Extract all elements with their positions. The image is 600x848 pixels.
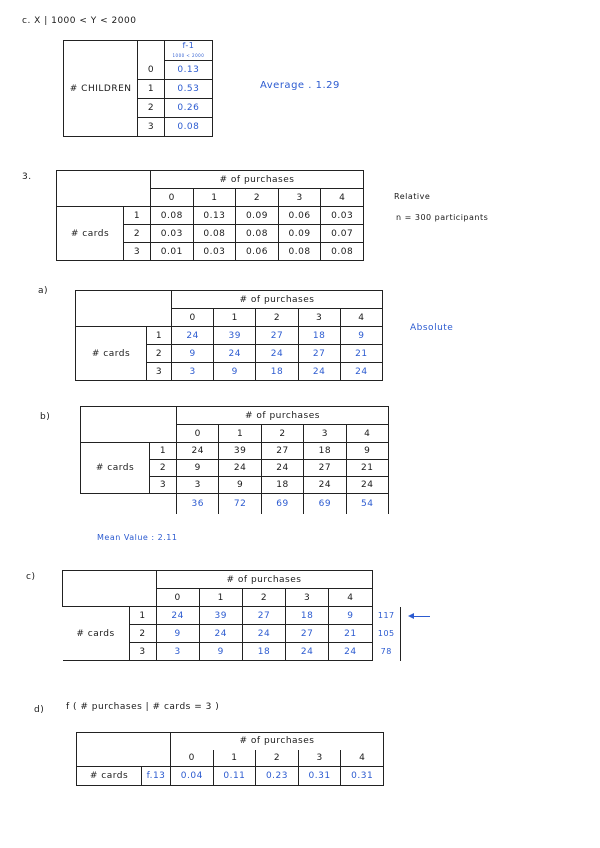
- relative-v: 0.07: [321, 225, 364, 243]
- relative-v: 0.09: [278, 225, 321, 243]
- average-note: Average . 1.29: [260, 80, 340, 91]
- b-v: 3: [177, 477, 219, 494]
- relative-v: 0.08: [321, 243, 364, 261]
- absolute-k: 2: [147, 345, 172, 363]
- children-row-label: # CHILDREN: [64, 41, 138, 137]
- c-col: 2: [242, 589, 285, 607]
- b-k: 2: [150, 460, 177, 477]
- relative-col: 0: [151, 189, 194, 207]
- c-v: 24: [199, 625, 242, 643]
- children-table: [63, 40, 213, 137]
- b-v: 39: [219, 443, 261, 460]
- c-k: 1: [129, 607, 156, 625]
- b-k: 1: [150, 443, 177, 460]
- b-table: [80, 406, 389, 514]
- section-c-heading: c. X | 1000 < Y < 2000: [22, 16, 137, 26]
- b-sum-spacer: [81, 494, 177, 514]
- absolute-v: 9: [340, 327, 382, 345]
- c-v: 24: [329, 643, 372, 661]
- participants-note: n = 300 participants: [396, 213, 489, 222]
- c-v: 18: [286, 607, 329, 625]
- b-sum: 72: [219, 494, 261, 514]
- b-sum: 36: [177, 494, 219, 514]
- children-v: 0.08: [164, 118, 212, 137]
- absolute-v: 21: [340, 345, 382, 363]
- relative-v: 0.06: [236, 243, 279, 261]
- relative-v: 0.03: [151, 225, 194, 243]
- absolute-v: 27: [298, 345, 340, 363]
- d-v: 0.11: [213, 767, 256, 786]
- children-v: 0.13: [164, 61, 212, 80]
- c-v: 27: [242, 607, 285, 625]
- c-corner: [63, 571, 157, 607]
- c-sum-spacer: [372, 571, 401, 607]
- c-col: 3: [286, 589, 329, 607]
- absolute-v: 24: [298, 363, 340, 381]
- b-v: 24: [304, 477, 346, 494]
- d-v: 0.23: [256, 767, 299, 786]
- relative-v: 0.08: [151, 207, 194, 225]
- section-3-label: 3.: [22, 172, 32, 182]
- absolute-k: 3: [147, 363, 172, 381]
- d-col: 2: [256, 750, 299, 767]
- relative-row-label: # cards: [57, 207, 124, 261]
- absolute-note: Absolute: [410, 323, 454, 333]
- d-table: [76, 732, 384, 786]
- b-v: 9: [177, 460, 219, 477]
- relative-v: 0.03: [321, 207, 364, 225]
- b-col: 4: [346, 425, 388, 443]
- relative-v: 0.06: [278, 207, 321, 225]
- relative-v: 0.08: [278, 243, 321, 261]
- relative-v: 0.09: [236, 207, 279, 225]
- children-k: 1: [138, 80, 164, 99]
- absolute-v: 9: [172, 345, 214, 363]
- d-v: 0.04: [171, 767, 214, 786]
- c-v: 3: [156, 643, 199, 661]
- absolute-col: 2: [256, 309, 298, 327]
- absolute-v: 24: [340, 363, 382, 381]
- absolute-v: 3: [172, 363, 214, 381]
- b-row-label: # cards: [81, 443, 150, 494]
- relative-corner: [57, 171, 151, 207]
- c-k: 3: [129, 643, 156, 661]
- absolute-purch-head: # of purchases: [172, 291, 383, 309]
- c-v: 21: [329, 625, 372, 643]
- children-col-head: f-1 1000 < 2000: [164, 41, 212, 61]
- section-a-label: a): [38, 286, 49, 296]
- b-v: 18: [304, 443, 346, 460]
- absolute-v: 24: [256, 345, 298, 363]
- relative-purch-head: # of purchases: [151, 171, 364, 189]
- absolute-v: 27: [256, 327, 298, 345]
- d-formula: f ( # purchases | # cards = 3 ): [66, 702, 220, 712]
- relative-v: 0.01: [151, 243, 194, 261]
- children-k: 3: [138, 118, 164, 137]
- b-corner: [81, 407, 177, 443]
- b-purch-head: # of purchases: [177, 407, 389, 425]
- section-b-label: b): [40, 412, 51, 422]
- absolute-col: 1: [214, 309, 256, 327]
- c-row-sum: 117: [372, 607, 401, 625]
- d-row-head: f.13: [142, 767, 171, 786]
- absolute-col: 4: [340, 309, 382, 327]
- b-sum: 69: [261, 494, 303, 514]
- relative-col: 1: [193, 189, 236, 207]
- c-v: 18: [242, 643, 285, 661]
- c-col: 4: [329, 589, 372, 607]
- section-c-label: c): [26, 572, 36, 582]
- c-v: 39: [199, 607, 242, 625]
- arrow-shaft: [412, 616, 430, 617]
- b-v: 24: [261, 460, 303, 477]
- d-col: 1: [213, 750, 256, 767]
- c-v: 9: [156, 625, 199, 643]
- c-v: 24: [156, 607, 199, 625]
- absolute-col: 3: [298, 309, 340, 327]
- b-col: 1: [219, 425, 261, 443]
- b-k: 3: [150, 477, 177, 494]
- c-purch-head: # of purchases: [156, 571, 372, 589]
- absolute-k: 1: [147, 327, 172, 345]
- d-row-label: # cards: [77, 767, 142, 786]
- b-v: 24: [177, 443, 219, 460]
- relative-col: 4: [321, 189, 364, 207]
- c-col: 1: [199, 589, 242, 607]
- absolute-row-label: # cards: [76, 327, 147, 381]
- c-v: 24: [286, 643, 329, 661]
- relative-v: 0.03: [193, 243, 236, 261]
- section-d-label: d): [34, 705, 45, 715]
- b-sum: 54: [346, 494, 388, 514]
- children-k: 2: [138, 99, 164, 118]
- c-v: 9: [199, 643, 242, 661]
- b-sum: 69: [304, 494, 346, 514]
- relative-col: 3: [278, 189, 321, 207]
- c-v: 27: [286, 625, 329, 643]
- b-v: 21: [346, 460, 388, 477]
- b-col: 3: [304, 425, 346, 443]
- relative-table: [56, 170, 364, 261]
- absolute-v: 18: [298, 327, 340, 345]
- relative-v: 0.08: [236, 225, 279, 243]
- d-corner: [77, 733, 171, 767]
- b-v: 18: [261, 477, 303, 494]
- b-v: 24: [219, 460, 261, 477]
- children-v: 0.53: [164, 80, 212, 99]
- c-row-sum: 105: [372, 625, 401, 643]
- d-v: 0.31: [341, 767, 384, 786]
- b-v: 9: [346, 443, 388, 460]
- relative-note: Relative: [394, 192, 431, 201]
- b-v: 27: [261, 443, 303, 460]
- absolute-v: 9: [214, 363, 256, 381]
- children-v: 0.26: [164, 99, 212, 118]
- b-v: 24: [346, 477, 388, 494]
- d-col: 4: [341, 750, 384, 767]
- relative-v: 0.13: [193, 207, 236, 225]
- b-col: 0: [177, 425, 219, 443]
- absolute-v: 24: [214, 345, 256, 363]
- relative-k: 2: [124, 225, 151, 243]
- children-corner: [138, 41, 164, 61]
- c-v: 9: [329, 607, 372, 625]
- relative-k: 3: [124, 243, 151, 261]
- absolute-v: 18: [256, 363, 298, 381]
- mean-value-note: Mean Value : 2.11: [97, 533, 178, 542]
- relative-v: 0.08: [193, 225, 236, 243]
- absolute-table: [75, 290, 383, 381]
- children-k: 0: [138, 61, 164, 80]
- b-col: 2: [261, 425, 303, 443]
- c-v: 24: [242, 625, 285, 643]
- absolute-v: 24: [172, 327, 214, 345]
- d-col: 0: [171, 750, 214, 767]
- relative-col: 2: [236, 189, 279, 207]
- c-table: [62, 570, 401, 661]
- c-row-label: # cards: [63, 607, 130, 661]
- d-v: 0.31: [298, 767, 341, 786]
- d-col: 3: [298, 750, 341, 767]
- c-k: 2: [129, 625, 156, 643]
- c-col: 0: [156, 589, 199, 607]
- c-row-sum: 78: [372, 643, 401, 661]
- relative-k: 1: [124, 207, 151, 225]
- absolute-v: 39: [214, 327, 256, 345]
- b-v: 9: [219, 477, 261, 494]
- absolute-col: 0: [172, 309, 214, 327]
- b-v: 27: [304, 460, 346, 477]
- d-purch-head: # of purchases: [171, 733, 384, 750]
- absolute-corner: [76, 291, 172, 327]
